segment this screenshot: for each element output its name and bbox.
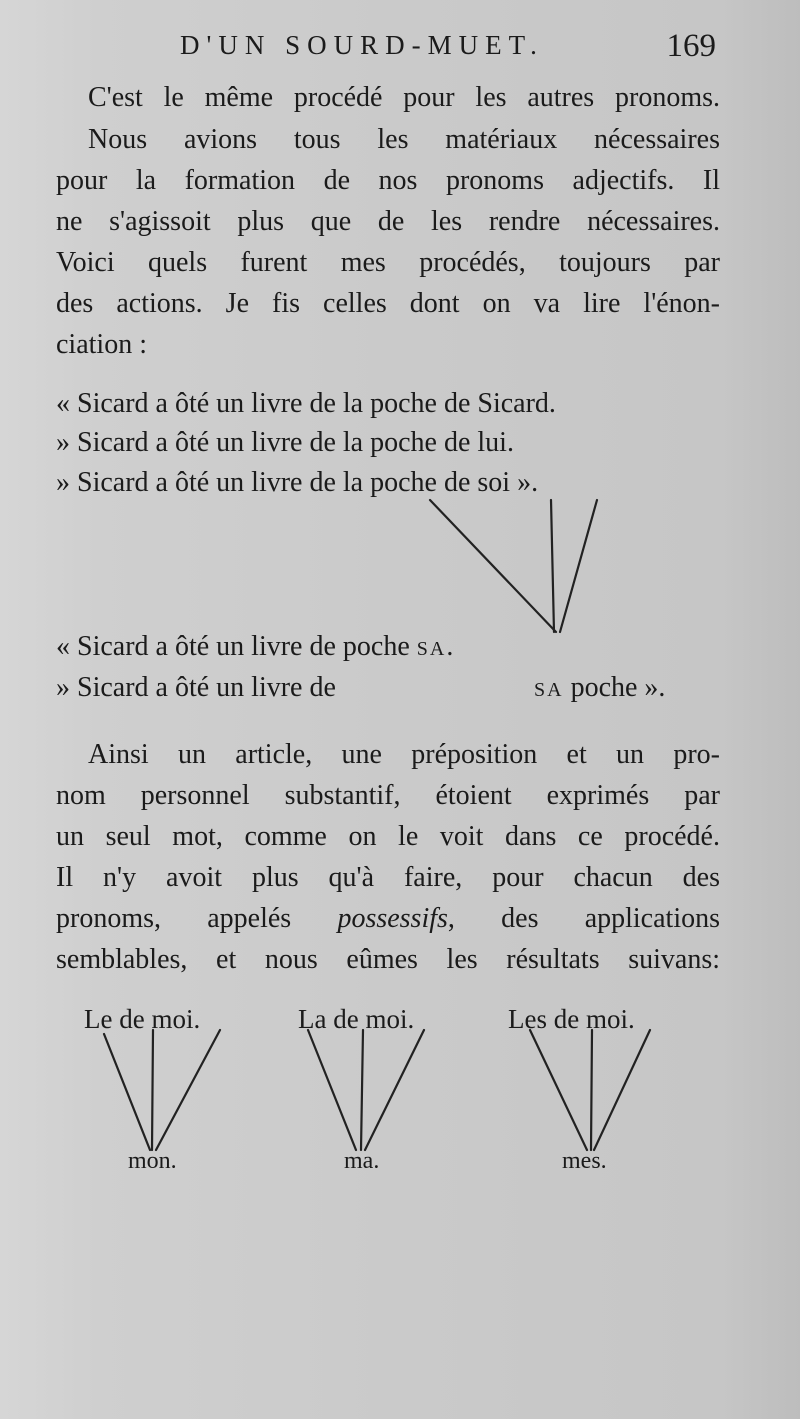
stroke-line (551, 500, 554, 632)
paragraph-2-line-5: des actions. Je fis celles dont on va lire l'énon- (56, 288, 720, 319)
page-number: 169 (666, 28, 716, 64)
diagram-group-1-bottom: mon. (128, 1148, 177, 1174)
paragraph-2-line-6: ciation : (56, 329, 147, 360)
paragraph-2-line-4: Voici quels furent mes procédés, toujours par (56, 247, 720, 278)
paragraph-2-line-1: Nous avions tous les matériaux nécessaires (88, 124, 720, 155)
diagram-group-1-top: Le de moi. (84, 1004, 201, 1034)
example-line-4-text: « Sicard a ôté un livre de poche (56, 631, 410, 662)
stroke-line (308, 1030, 356, 1150)
example-line-5-sa: SA (534, 679, 564, 701)
paragraph-2-line-3: ne s'agissoit plus que de les rendre nécessaires. (56, 206, 720, 237)
diagram-group-2-top: La de moi. (298, 1004, 415, 1034)
stroke-line (430, 500, 556, 632)
example-line-3: » Sicard a ôté un livre de la poche de soi ». (56, 467, 539, 498)
stroke-line (365, 1030, 424, 1150)
paragraph-1-line-1: C'est le même procédé pour les autres pronoms. (88, 82, 720, 113)
example-line-5-end: poche ». (570, 672, 666, 703)
stroke-line (361, 1030, 363, 1150)
paragraph-3-line-6: semblables, et nous eûmes les résultats suivans: (56, 944, 720, 975)
paragraph-3-line-5-before: pronoms, appelés (56, 903, 292, 934)
running-title: D'UN SOURD-MUET. (180, 30, 544, 60)
example-line-5-text: » Sicard a ôté un livre de (56, 672, 336, 703)
paragraph-2-line-2: pour la formation de nos pronoms adjectifs. Il (56, 165, 720, 196)
paragraph-3-line-5-italic: possessifs (337, 903, 448, 934)
paragraph-3-line-4: Il n'y avoit plus qu'à faire, pour chacun des (56, 862, 720, 893)
paragraph-3-line-1: Ainsi un article, une préposition et un pro- (88, 739, 720, 770)
stroke-line (156, 1030, 220, 1150)
stroke-line (104, 1034, 150, 1150)
diagram-group-2-bottom: ma. (344, 1148, 380, 1174)
stroke-line (152, 1030, 153, 1150)
stroke-line (530, 1030, 587, 1150)
stroke-line (560, 500, 597, 632)
example-line-4-sa: SA (416, 638, 447, 660)
example-line-1: « Sicard a ôté un livre de la poche de Sicard. (56, 388, 556, 419)
stroke-line (594, 1030, 650, 1150)
diagram-group-3-bottom: mes. (562, 1148, 607, 1174)
paragraph-3-line-5-after: , des applications (447, 903, 720, 934)
example-line-2: » Sicard a ôté un livre de la poche de lui. (56, 427, 514, 458)
diagram-group-3-top: Les de moi. (508, 1004, 635, 1034)
paragraph-3-line-3: un seul mot, comme on le voit dans ce procédé. (56, 821, 720, 852)
paragraph-3-line-2: nom personnel substantif, étoient exprimés par (56, 780, 720, 811)
example-line-4-end: . (446, 631, 454, 662)
stroke-line (591, 1030, 592, 1150)
